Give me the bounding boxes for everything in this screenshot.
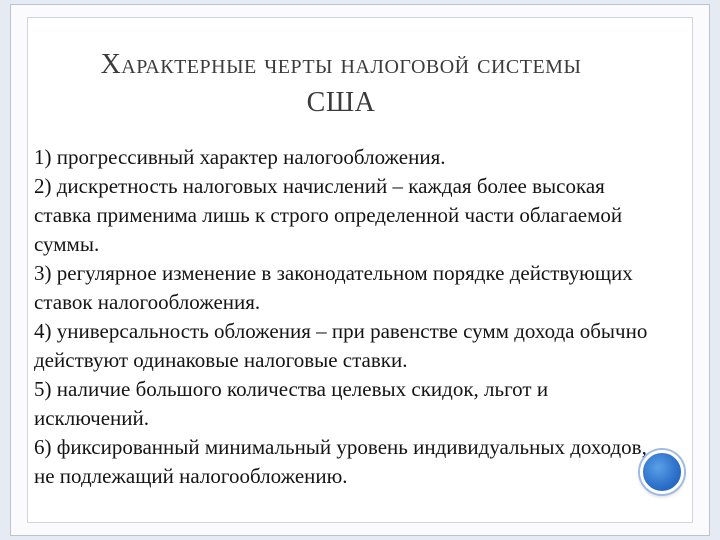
list-item-2: 2) дискретность налоговых начислений – каждая более высокая ставка применима лишь к строго определенной части облагаемой суммы. <box>34 174 623 256</box>
blue-circle-icon <box>640 450 684 494</box>
list-item-1: 1) прогрессивный характер налогообложения. <box>34 145 446 169</box>
list-item-4: 4) универсальность обложения – при равенстве сумм дохода обычно действуют одинаковые налоговые ставки. <box>34 319 648 372</box>
slide-title <box>50 46 632 122</box>
slide-content <box>27 17 693 523</box>
slide-body <box>34 143 664 491</box>
list-item-6: 6) фиксированный минимальный уровень индивидуальных доходов, не подлежащий налогообложению. <box>34 435 647 488</box>
slide-frame <box>10 4 710 536</box>
title-line-1: Характерные черты налоговой системы <box>100 49 582 80</box>
list-item-3: 3) регулярное изменение в законодательном порядке действующих ставок налогообложения. <box>34 261 633 314</box>
list-item-5: 5) наличие большого количества целевых скидок, льгот и исключений. <box>34 377 549 430</box>
title-line-2: США <box>306 87 376 118</box>
